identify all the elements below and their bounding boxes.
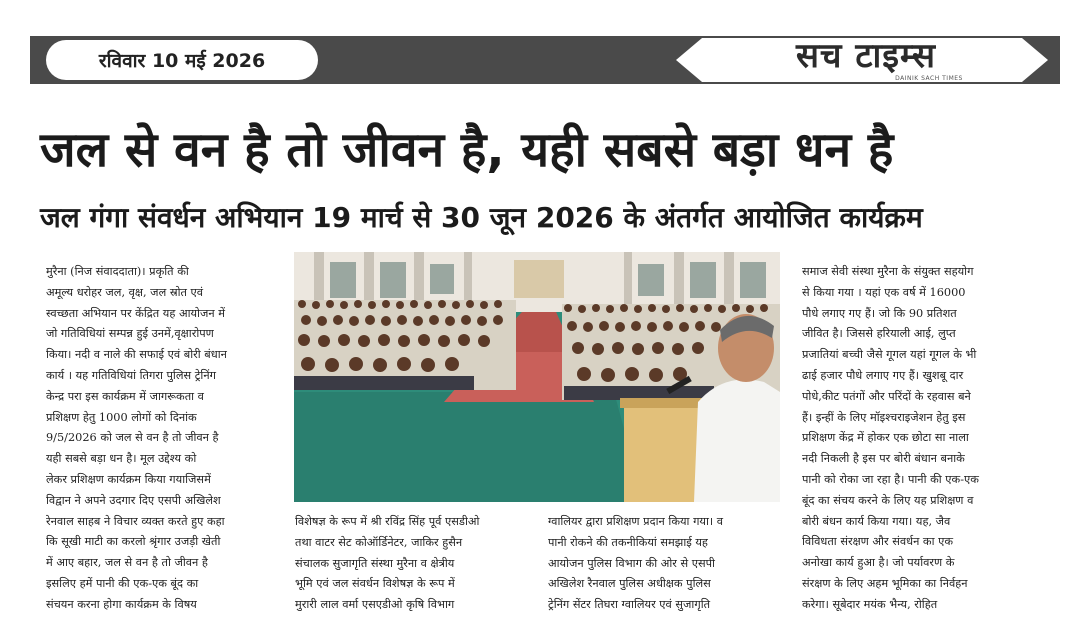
text-line: विशेषज्ञ के रूप में श्री रविंद्र सिंह पूर्व एसडीओ: [295, 515, 480, 528]
text-line: बूंद का संचय करने के लिए यह प्रशिक्षण व: [802, 493, 974, 507]
text-line: नदी निकली है इस पर बोरी बंधान बनाके: [802, 452, 965, 466]
text-line: पोधे,कीट पतंगों और परिंदों के रहवास बने: [802, 389, 971, 403]
date-label: रविवार 10 मई 2026: [46, 40, 318, 80]
training-hall-photo: [294, 252, 780, 502]
text-line: ट्रेनिंग सेंटर तिघरा ग्वालियर एवं सुजागृति: [548, 598, 711, 612]
article-column-4: [802, 262, 1038, 616]
text-line: केन्द्र परा इस कार्यक्रम में जागरूकता व: [46, 389, 204, 403]
text-line: समाज सेवी संस्था मुरैना के संयुक्त सहयोग: [802, 265, 974, 278]
text-line: विद्वान ने अपने उदगार दिए एसपी अखिलेश: [46, 493, 221, 507]
text-line: यही सबसे बड़ा धन है। मूल उद्देश्य को: [46, 452, 197, 466]
text-line: इसलिए हमें पानी की एक-एक बूंद का: [46, 576, 199, 590]
article-column-2: [295, 512, 531, 616]
text-line: पानी रोकने की तकनीकियां समझाई यह: [548, 535, 708, 549]
text-line: विविधता संरक्षण और संवर्धन का एक: [802, 535, 954, 549]
newspaper-logo: सच टाइम्स: [795, 36, 937, 76]
text-line: संचालक सुजागृति संस्था मुरैना व क्षेत्रीय: [295, 556, 455, 570]
text-line: जो गतिविधियां सम्पन्न हुई उनमें,वृक्षारोपण: [46, 327, 214, 341]
text-line: रेनवाल साहब ने विचार व्यक्त करते हुए कहा: [46, 514, 225, 528]
text-line: किया। नदी व नाले की सफाई एवं बोरी बंधान: [46, 348, 227, 362]
text-line: बोरी बंधन कार्य किया गया। यह, जैव: [802, 514, 951, 528]
text-line: ग्वालियर द्वारा प्रशिक्षण प्रदान किया गया। व: [548, 515, 724, 528]
text-line: जीवित है। जिससे हरियाली आई, लुप्त: [802, 327, 956, 341]
text-line: 9/5/2026 को जल से वन है तो जीवन है: [46, 431, 219, 445]
seated-crowd-left: [294, 300, 516, 390]
article-photo: [294, 252, 780, 502]
adjacent-column-cutoff: [1066, 100, 1078, 638]
text-line: पौधे लगाए गए हैं। जो कि 90 प्रतिशत: [802, 306, 957, 320]
newspaper-logo-subtitle: DAINIK SACH TIMES: [895, 75, 963, 82]
article-headline: जल से वन है तो जीवन है, यही सबसे बड़ा धन है: [40, 122, 894, 178]
text-line: अनोखा कार्य हुआ है। जो पर्यावरण के: [802, 556, 955, 570]
text-line: पानी को रोका जा रहा है। पानी की एक-एक: [802, 472, 979, 486]
text-line: प्रशिक्षण हेतु 1000 लोगों को दिनांक: [46, 410, 197, 424]
text-line: स्वच्छता अभियान पर केंद्रित यह आयोजन में: [46, 306, 225, 320]
text-line: अमूल्य धरोहर जल, वृक्ष, जल स्रोत एवं: [46, 285, 204, 299]
text-line: में आए बहार, जल से वन है तो जीवन है: [46, 556, 208, 570]
text-line: संचयन करना होगा कार्यक्रम के विषय: [46, 597, 197, 611]
text-line: से किया गया । यहां एक वर्ष में 16000: [802, 285, 966, 299]
text-line: आयोजन पुलिस विभाग की ओर से एसपी: [548, 556, 715, 570]
text-line: संरक्षण के लिए अहम भूमिका का निर्वहन: [802, 576, 968, 590]
text-line: तथा वाटर सेट कोऑर्डिनेटर, जाकिर हुसैन: [295, 535, 463, 549]
text-line: प्रजातियां बच्ची जैसे गूगल यहां गूगल के भी: [802, 348, 977, 362]
article-subheadline: जल गंगा संवर्धन अभियान 19 मार्च से 30 जून 2026 के अंतर्गत आयोजित कार्यक्रम: [40, 201, 923, 234]
text-line: अखिलेश रैनवाल पुलिस अधीक्षक पुलिस: [548, 577, 711, 591]
text-line: भूमि एवं जल संवर्धन विशेषज्ञ के रूप में: [295, 577, 455, 591]
text-line: करेगा। सूबेदार मयंक भैन्य, रोहित: [802, 597, 938, 611]
text-line: प्रशिक्षण केंद्र में होकर एक छोटा सा नाला: [802, 431, 969, 445]
text-line: मुरैना (निज संवाददाता)। प्रकृति की: [46, 265, 189, 278]
text-line: हैं। इन्हीं के लिए मॉइश्चराइजेशन हेतु इस: [802, 410, 966, 424]
text-line: लेकर प्रशिक्षण कार्यक्रम किया गयाजिसमें: [46, 472, 211, 486]
text-line: कार्य । यह गतिविधियां तिगरा पुलिस ट्रेनिंग: [46, 368, 216, 382]
text-line: मुरारी लाल वर्मा एसएडीओ कृषि विभाग: [295, 598, 455, 612]
text-line: कि सूखी माटी का करलो श्रृंगार उजड़ी खेती: [46, 535, 221, 549]
article-column-1: [46, 262, 278, 616]
text-line: ढाई हजार पौधे लगाए गए हैं। खुशबू दार: [802, 368, 964, 382]
article-column-3: [548, 512, 782, 616]
